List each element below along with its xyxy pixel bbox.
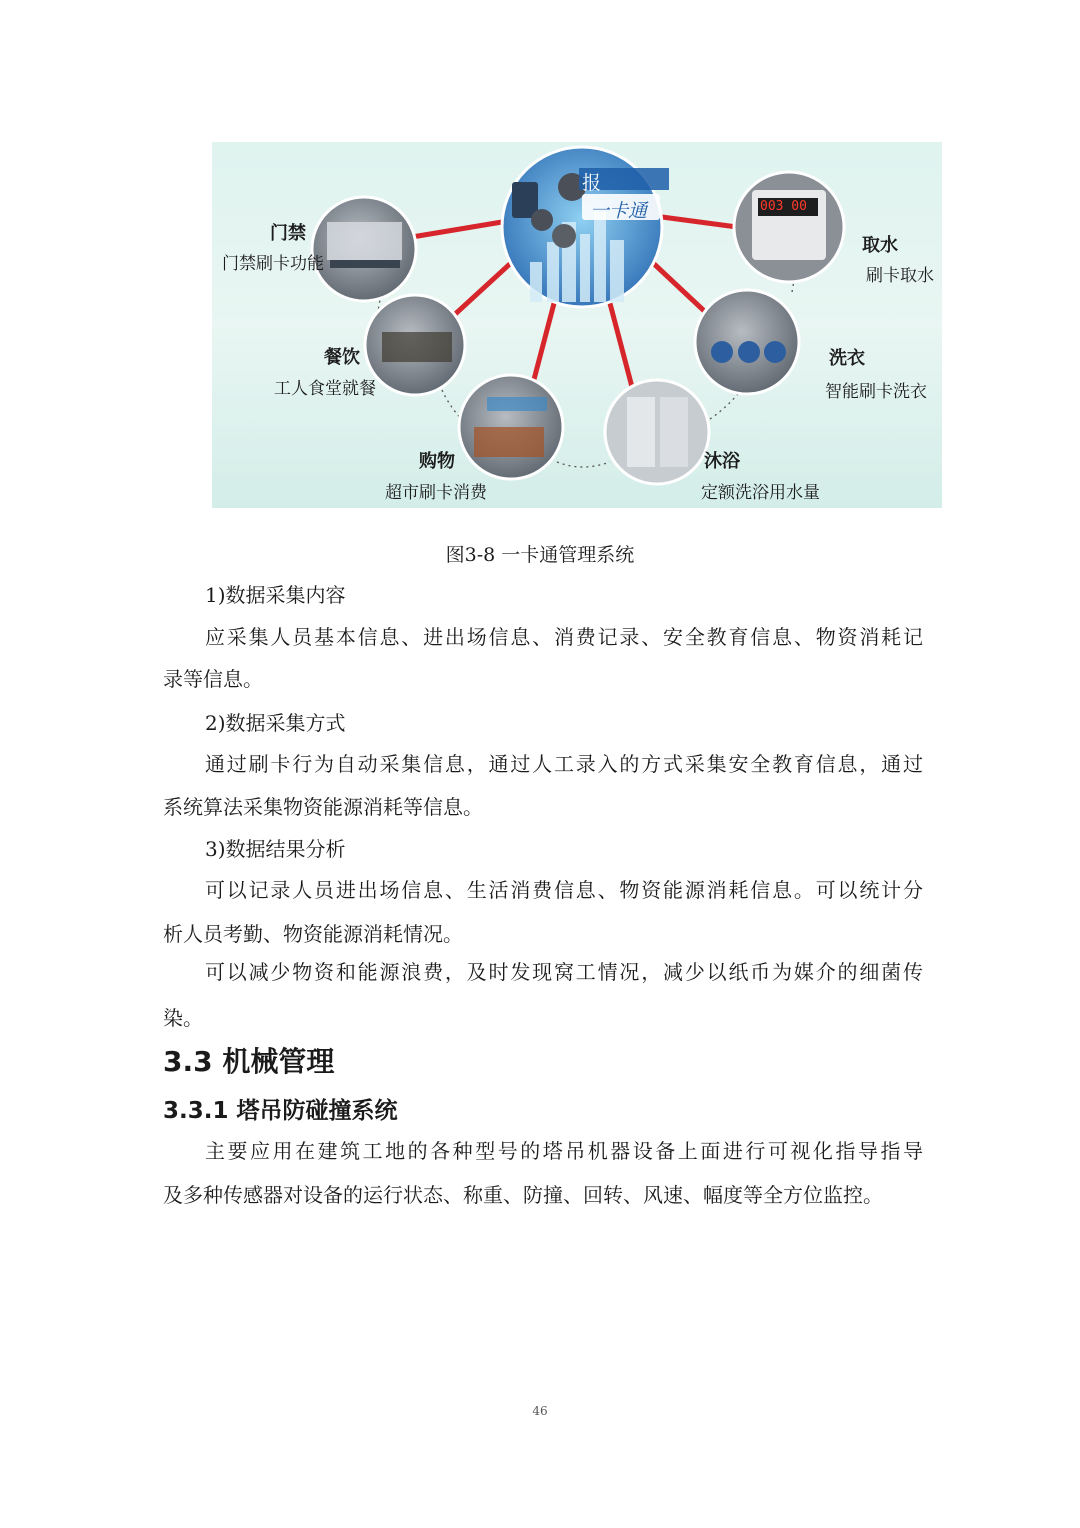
- p3-line1: 可以记录人员进出场信息、生活消费信息、物资能源消耗信息。可以统计分: [205, 878, 923, 902]
- node-title-access: 门禁: [270, 223, 306, 244]
- node-desc-shower: 定额洗浴用水量: [701, 483, 820, 503]
- center-hub-text: 一卡通: [590, 200, 648, 222]
- node-desc-canteen: 工人食堂就餐: [274, 379, 376, 399]
- p4-line2: 染。: [163, 1006, 203, 1030]
- node-desc-water: 刷卡取水: [866, 266, 934, 286]
- node-title-shower: 沐浴: [704, 451, 740, 472]
- section-heading: 3.3 机械管理: [163, 1045, 335, 1078]
- figure-caption: 图3-8 一卡通管理系统: [445, 544, 635, 566]
- node-title-water: 取水: [862, 235, 898, 256]
- node-title-laundry: 洗衣: [829, 348, 865, 369]
- subsection-heading: 3.3.1 塔吊防碰撞系统: [163, 1098, 398, 1124]
- one-card-system-figure: [212, 142, 942, 508]
- section-body-line2: 及多种传感器对设备的运行状态、称重、防撞、回转、风速、幅度等全方位监控。: [163, 1183, 883, 1207]
- photo-canteen: [365, 295, 465, 395]
- node-desc-shopping: 超市刷卡消费: [385, 483, 487, 503]
- photo-access-control: [312, 197, 416, 301]
- node-desc-access: 门禁刷卡功能: [222, 254, 324, 274]
- p4-line1: 可以减少物资和能源浪费，及时发现窝工情况，减少以纸币为媒介的细菌传: [205, 960, 923, 984]
- node-title-canteen: 餐饮: [324, 347, 360, 368]
- p2-line2: 系统算法采集物资能源消耗等信息。: [163, 795, 483, 819]
- photo-laundry: [695, 290, 799, 394]
- figure-graphics: [212, 142, 942, 508]
- p1-line2: 录等信息。: [163, 667, 263, 691]
- p2-heading: 2)数据采集方式: [205, 711, 346, 735]
- section-body-line1: 主要应用在建筑工地的各种型号的塔吊机器设备上面进行可视化指导指导: [205, 1139, 923, 1163]
- meter-display: 003 00: [760, 199, 807, 214]
- node-desc-laundry: 智能刷卡洗衣: [825, 382, 927, 402]
- node-title-shopping: 购物: [419, 451, 455, 472]
- photo-supermarket: [459, 375, 563, 479]
- p2-line1: 通过刷卡行为自动采集信息，通过人工录入的方式采集安全教育信息，通过: [205, 752, 923, 776]
- p3-line2: 析人员考勤、物资能源消耗情况。: [163, 922, 463, 946]
- photo-shower: [605, 380, 709, 484]
- p1-line1: 应采集人员基本信息、进出场信息、消费记录、安全教育信息、物资消耗记: [205, 625, 923, 649]
- page-number: 46: [532, 1404, 548, 1418]
- p1-heading: 1)数据采集内容: [205, 583, 346, 607]
- p3-heading: 3)数据结果分析: [205, 837, 346, 861]
- photo-water-dispenser: [734, 172, 844, 282]
- center-badge-text: 报: [582, 172, 602, 194]
